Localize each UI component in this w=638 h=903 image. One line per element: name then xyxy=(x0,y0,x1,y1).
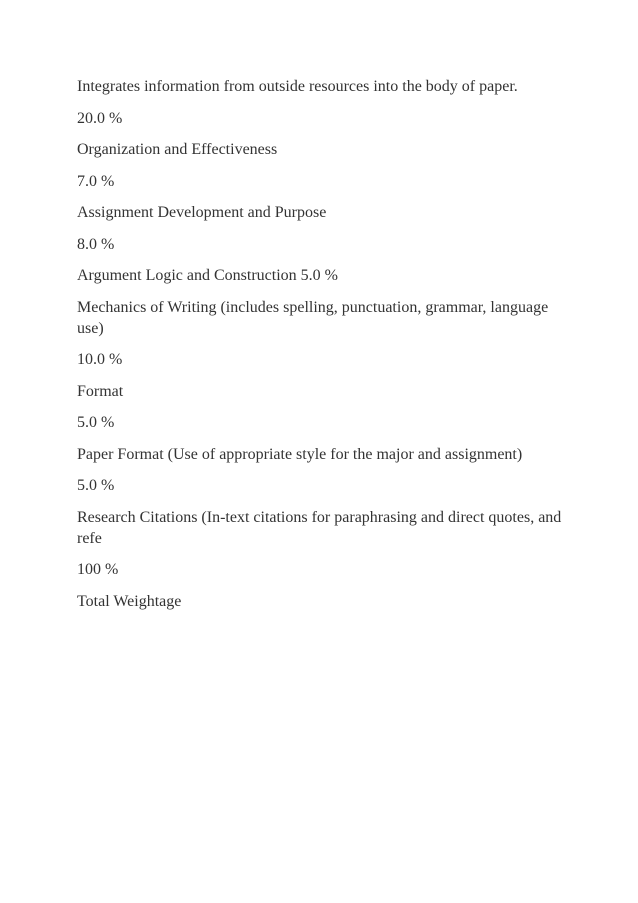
paragraph-total-weight: 100 % xyxy=(77,561,119,578)
paragraph-total-label: Total Weightage xyxy=(77,592,182,610)
paragraph-criterion: Paper Format (Use of appropriate style for the major and assignment) xyxy=(77,445,523,463)
paragraph-weight: 5.0 % xyxy=(77,414,115,431)
paragraph-criterion-with-weight: Argument Logic and Construction 5.0 % xyxy=(77,267,338,284)
paragraph-weight: 20.0 % xyxy=(77,109,123,127)
paragraph-criterion: Mechanics of Writing (includes spelling, punctuation, grammar, language use) xyxy=(77,298,549,337)
paragraph-criterion-description: Integrates information from outside resources into the body of paper. xyxy=(77,78,518,95)
paragraph-section-heading: Format xyxy=(77,382,124,400)
paragraph-weight: 7.0 % xyxy=(77,172,115,190)
paragraph-weight: 5.0 % xyxy=(77,477,115,494)
paragraph-criterion: Organization and Effectiveness xyxy=(77,141,278,158)
document-body xyxy=(77,76,567,622)
paragraph-criterion: Assignment Development and Purpose xyxy=(77,204,327,221)
paragraph-weight: 8.0 % xyxy=(77,235,115,253)
paragraph-criterion: Research Citations (In-text citations for paraphrasing and direct quotes, and refe xyxy=(77,508,562,547)
paragraph-weight: 10.0 % xyxy=(77,351,123,368)
